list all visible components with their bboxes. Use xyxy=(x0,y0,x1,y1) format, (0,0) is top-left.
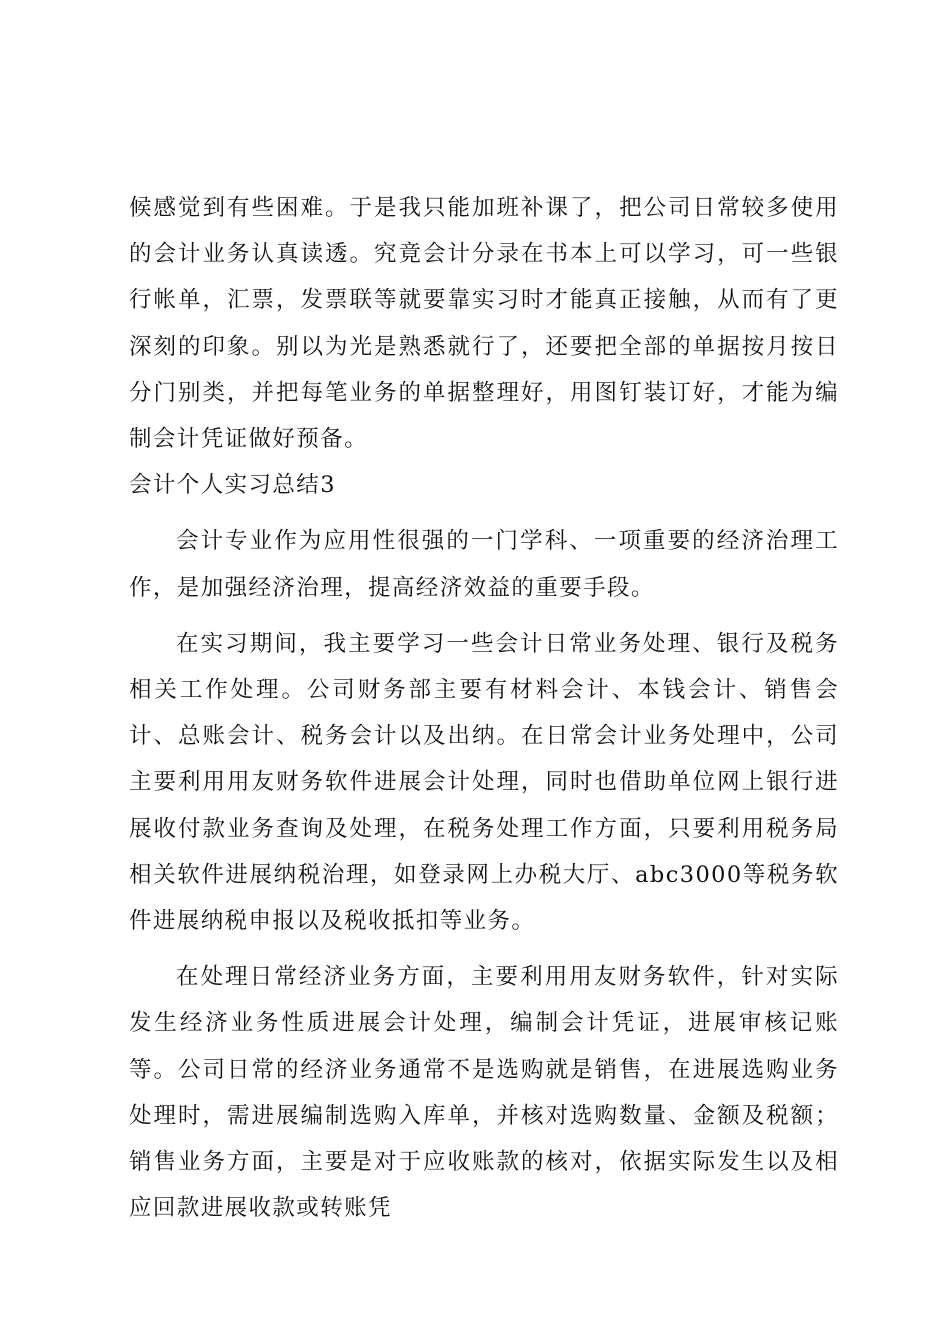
paragraph-intro: 会计专业作为应用性很强的一门学科、一项重要的经济治理工作，是加强经济治理，提高经济效益的重要手段。 xyxy=(129,528,839,601)
section-heading: 会计个人实习总结3 xyxy=(129,472,336,499)
paragraph-continuation: 候感觉到有些困难。于是我只能加班补课了，把公司日常较多使用的会计业务认真读透。究竟会计分录在书本上可以学习，可一些银行帐单，汇票，发票联等就要靠实习时才能真正接触，从而有了更深刻的印象。别以为光是熟悉就行了，还要把全部的单据按月按日分门别类，并把每笔业务的单据整理好，用图钉装订好，才能为编制会计凭证做好预备。 xyxy=(129,195,839,453)
document-body xyxy=(129,185,839,1231)
paragraph-daily-business: 在处理日常经济业务方面，主要利用用友财务软件，针对实际发生经济业务性质进展会计处理，编制会计凭证，进展审核记账等。公司日常的经济业务通常不是选购就是销售，在进展选购业务处理时，需进展编制选购入库单，并核对选购数量、金额及税额；销售业务方面，主要是对于应收账款的核对，依据实际发生以及相应回款进展收款或转账凭 xyxy=(129,964,839,1222)
paragraph-internship-period: 在实习期间，我主要学习一些会计日常业务处理、银行及税务相关工作处理。公司财务部主要有材料会计、本钱会计、销售会计、总账会计、税务会计以及出纳。在日常会计业务处理中，公司主要利用用友财务软件进展会计处理，同时也借助单位网上银行进展收付款业务查询及处理，在税务处理工作方面，只要利用税务局相关软件进展纳税治理，如登录网上办税大厅、abc3000等税务软件进展纳税申报以及税收抵扣等业务。 xyxy=(129,630,839,935)
